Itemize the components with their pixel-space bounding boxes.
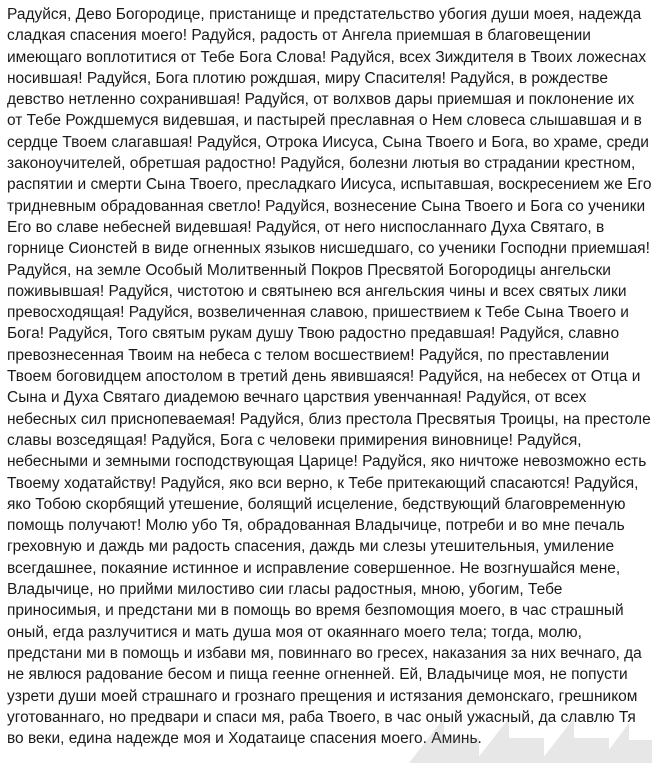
- prayer-text: Радуйся, Дево Богородице, пристанище и предстательство убогия души моея, надежда сладкая спасения моего! Радуйся, радость от Ангела приемшая в благовещении имеющаго воплотитися от Тебе Бога Слова! Радуйся, всех Зиждителя в Твоих ложеснах носившая! Радуйся, Бога плотию рождшая, миру Спасителя! Радуйся, в рождестве девство нетленно сохранившая! Радуйся, от волхвов дары приемшая и поклонение их от Тебе Рождшемуся видевшая, и пастырей преславная о Нем словеса слышавшая и в сердце Твоем слагавшая! Радуйся, Отрока Иисуса, Сына Твоего и Бога, во храме, среди законоучителей, обретшая радостно! Радуйся, болезни лютыя во страдании крестном, распятии и смерти Сына Твоего, пресладкаго Иисуса, испытавшая, воскресением же Его тридневным обрадованная светло! Радуйся, вознесение Сына Твоего и Бога со ученики Его во славе небесней видевшая! Радуйся, от него ниспосланнаго Духа Святаго, в горнице Сионстей в виде огненных языков нисшедшаго, со ученики Господни приемшая! Радуйся, на земле Особый Молитвенный Покров Пресвятой Богородицы ангельски поживывшая! Радуйся, чистотою и святынею вся ангельския чины и всех святых лики превосходящая! Радуйся, возвеличенная славою, пришествием к Тебе Сына Твоего и Бога! Радуйся, Того святым рукам душу Твою радостно предавшая! Радуйся, славно превознесенная Твоим на небеса с телом восшествием! Радуйся, по преставлении Твоем боговидцем апостолом в третий день явившаяся! Радуйся, на небесех от Отца и Сына и Духа Святаго диадемою вечнаго царствия увенчанная! Радуйся, от всех небесных сил приснопеваемая! Радуйся, близ престола Пресвятыя Троицы, на престоле славы возседящая! Радуйся, Бога с человеки примирения виновнице! Радуйся, небесными и земными господствующая Царице! Радуйся, яко ничтоже невозможно есть Твоему ходатайству! Радуйся, яко вси верно, к Тебе притекающий спасаются! Радуйся, яко Тобою скорбящий утешение, болящий исцеление, бедствующий благовременную помощь получают! Молю убо Тя, обрадованная Владычице, потреби и во мне печаль греховную и даждь ми радость спасения, даждь ми слезы утешительныя, умиление всегдашнее, покаяние истинное и исправление совершенное. Не возгнушайся мене, Владычице, но прийми милостиво сии гласы радостныя, мною, убогим, Тебе приносимыя, и предстани ми в помощь во время безпомощия моего, в час страшный оный, егда разлучитися и мать душа моя от окаяннаго моего тела; тогда, молю, предстани ми в помощь и избави мя, повиннаго во гресех, наказания за них вечнаго, да не явлюся радование бесом и пища геенне огненней. Ей, Владычице моя, не попусти узрети души моей страшнаго и грознаго прещения и истязания демонскаго, грешником уготованнаго, но предвари и спаси мя, раба Твоего, в час оный ужасный, да славлю Тя во веки, едина надежде моя и Ходатаице спасения моего. Аминь.: [7, 6, 652, 748]
